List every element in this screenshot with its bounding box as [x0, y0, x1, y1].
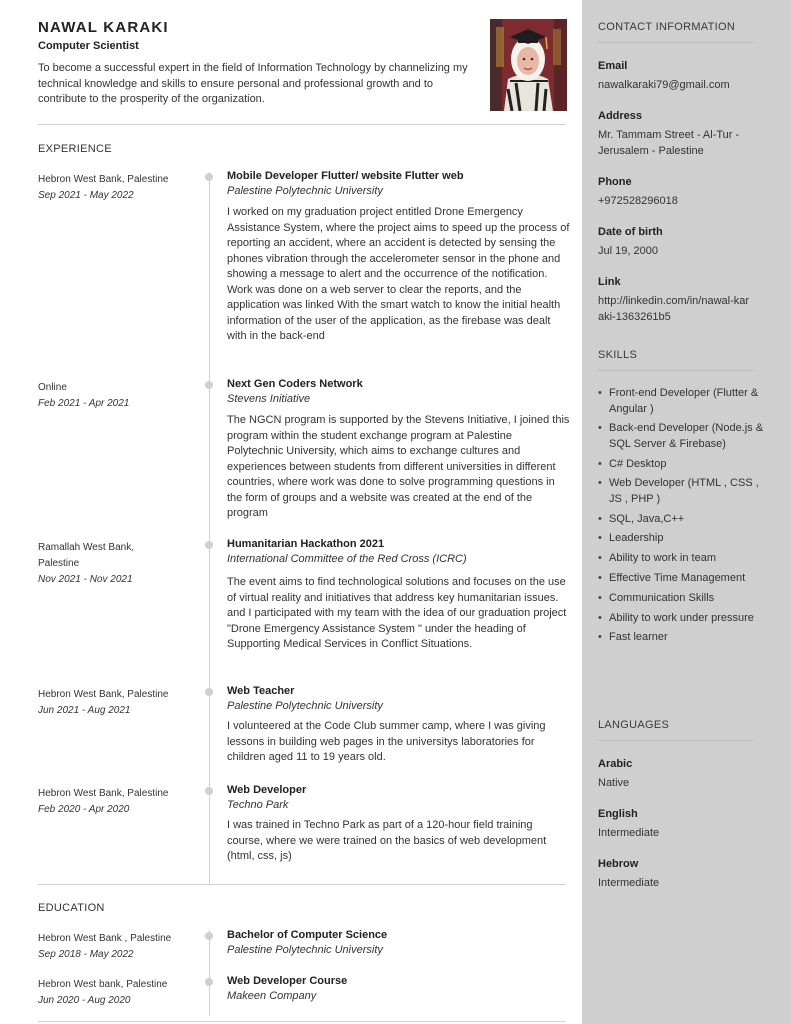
role-description: I was trained in Techno Park as part of a 120-hour field training course, where we were trained on the basics of web development (html, css, js)	[227, 819, 547, 862]
skill-item: • Web Developer (HTML , CSS , JS , PHP )	[598, 476, 768, 507]
date-range: Jun 2020 - Aug 2020	[38, 995, 131, 1006]
institution: Makeen Company	[227, 990, 317, 1002]
timeline-dot	[205, 173, 213, 181]
timeline-dot	[205, 381, 213, 389]
divider	[598, 370, 753, 371]
skill-item: • Front-end Developer (Flutter & Angular )	[598, 386, 768, 417]
education-location	[38, 977, 198, 1009]
experience-location	[38, 380, 198, 412]
divider	[38, 124, 566, 125]
location-text: Hebron West Bank, Palestine	[38, 174, 169, 185]
skill-item: • Communication Skills	[598, 591, 768, 607]
role-description: I worked on my graduation project entitled Drone Emergency Assistance System, where the project aims to speed up the process of reporting an accident, where an accident is detected by sensing the phones vibration through the accelerometer sensor in the phone and showing a message to alert and the occurrence of the notification. Work was done on a web server to clear the reports, and the application was linked With the smart watch to know the initial health information of the user of the application, as the firebase was dealt with in the back-end	[227, 206, 570, 342]
skill-item: • Back-end Developer (Node.js & SQL Server & Firebase)	[598, 421, 768, 452]
divider	[598, 740, 753, 741]
location-text: Online	[38, 382, 67, 393]
timeline-dot	[205, 541, 213, 549]
job-title: Computer Scientist	[38, 40, 139, 52]
language-name: Arabic	[598, 758, 633, 770]
role-title: Web Teacher	[227, 685, 295, 697]
skill-item: • C# Desktop	[598, 457, 768, 473]
linkedin-link[interactable]: http://linkedin.com/in/nawal-karaki-1363261b5	[598, 295, 750, 323]
timeline-dot	[205, 688, 213, 696]
location-text: Hebron West Bank , Palestine	[38, 933, 172, 944]
person-name: NAWAL KARAKI	[38, 19, 169, 36]
skill-item: • Effective Time Management	[598, 571, 768, 587]
experience-location	[38, 540, 168, 588]
date-range: Jun 2021 - Aug 2021	[38, 705, 131, 716]
date-range: Feb 2020 - Apr 2020	[38, 804, 130, 815]
resume-sidebar	[582, 0, 791, 1024]
education-timeline	[209, 930, 210, 1016]
organization: Palestine Polytechnic University	[227, 185, 383, 197]
organization: International Committee of the Red Cross (ICRC)	[227, 553, 467, 565]
date-range: Feb 2021 - Apr 2021	[38, 398, 130, 409]
email-label: Email	[598, 60, 628, 72]
language-level: Intermediate	[598, 877, 660, 889]
skills-heading: SKILLS	[598, 349, 638, 361]
link-label: Link	[598, 276, 621, 288]
experience-location	[38, 786, 198, 818]
role-title: Mobile Developer Flutter/ website Flutter web	[227, 170, 464, 182]
address-value: Mr. Tammam Street - Al-Tur - Jerusalem - Palestine	[598, 129, 740, 157]
role-title: Web Developer	[227, 784, 307, 796]
location-text: Hebron West Bank, Palestine	[38, 689, 169, 700]
skill-item: • SQL, Java,C++	[598, 512, 768, 528]
timeline-dot	[205, 978, 213, 986]
location-text: Hebron West bank, Palestine	[38, 979, 168, 990]
languages-heading: LANGUAGES	[598, 719, 670, 731]
experience-timeline	[209, 172, 210, 884]
skill-item: • Leadership	[598, 531, 768, 547]
phone-label: Phone	[598, 176, 632, 188]
organization: Palestine Polytechnic University	[227, 700, 383, 712]
date-range: Nov 2021 - Nov 2021	[38, 574, 133, 585]
organization: Techno Park	[227, 799, 289, 811]
dob-label: Date of birth	[598, 226, 663, 238]
role-title: Next Gen Coders Network	[227, 378, 363, 390]
experience-location	[38, 172, 198, 204]
role-description: I volunteered at the Code Club summer camp, where I was giving lessons in building web pages in the universitys laboratories for children aged 11 to 19 years old.	[227, 720, 546, 763]
skills-list	[598, 386, 768, 650]
dob-value: Jul 19, 2000	[598, 245, 658, 257]
language-name: English	[598, 808, 638, 820]
date-range: Sep 2018 - May 2022	[38, 949, 134, 960]
experience-location	[38, 687, 198, 719]
timeline-dot	[205, 787, 213, 795]
timeline-dot	[205, 932, 213, 940]
phone-value[interactable]: +972528296018	[598, 195, 678, 207]
degree-title: Bachelor of Computer Science	[227, 929, 388, 941]
role-description: The event aims to find technological solutions and focuses on the use of virtual reality and initiatives that address key humanitarian issues. and I participated with my team with the idea of our graduation project "Drone Emergency Assistance System " under the heading of Supporting Medical Services in Conflict Situations.	[227, 576, 567, 650]
portrait-image	[490, 19, 567, 111]
education-heading: EDUCATION	[38, 902, 105, 914]
role-description: The NGCN program is supported by the Stevens Initiative, I joined this program within the student exchange program at Palestine Polytechnic University, which aims to exchange cultures and experiences between students from different universities in different countries, where work was done to solve programming questions in the form of groups and a website was created at the end of the program	[227, 414, 570, 519]
contact-heading: CONTACT INFORMATION	[598, 21, 736, 33]
language-level: Native	[598, 777, 630, 789]
language-level: Intermediate	[598, 827, 660, 839]
skill-item: • Ability to work in team	[598, 551, 768, 567]
experience-heading: EXPERIENCE	[38, 143, 112, 155]
degree-title: Web Developer Course	[227, 975, 348, 987]
email-value[interactable]: nawalkaraki79@gmail.com	[598, 79, 730, 91]
language-name: Hebrow	[598, 858, 639, 870]
location-text: Ramallah West Bank, Palestine	[38, 542, 134, 569]
divider	[38, 1021, 566, 1022]
date-range: Sep 2021 - May 2022	[38, 190, 134, 201]
location-text: Hebron West Bank, Palestine	[38, 788, 169, 799]
profile-summary: To become a successful expert in the field of Information Technology by channelizing my technical knowledge and skills to ensure personal and professional growth and to contribute to the prosperity of the organization.	[38, 62, 468, 105]
divider	[38, 884, 566, 885]
institution: Palestine Polytechnic University	[227, 944, 383, 956]
skill-item: • Fast learner	[598, 630, 768, 646]
education-location	[38, 931, 198, 963]
organization: Stevens Initiative	[227, 393, 311, 405]
role-title: Humanitarian Hackathon 2021	[227, 538, 385, 550]
profile-photo	[490, 19, 567, 111]
divider	[598, 42, 753, 43]
skill-item: • Ability to work under pressure	[598, 611, 768, 627]
address-label: Address	[598, 110, 643, 122]
